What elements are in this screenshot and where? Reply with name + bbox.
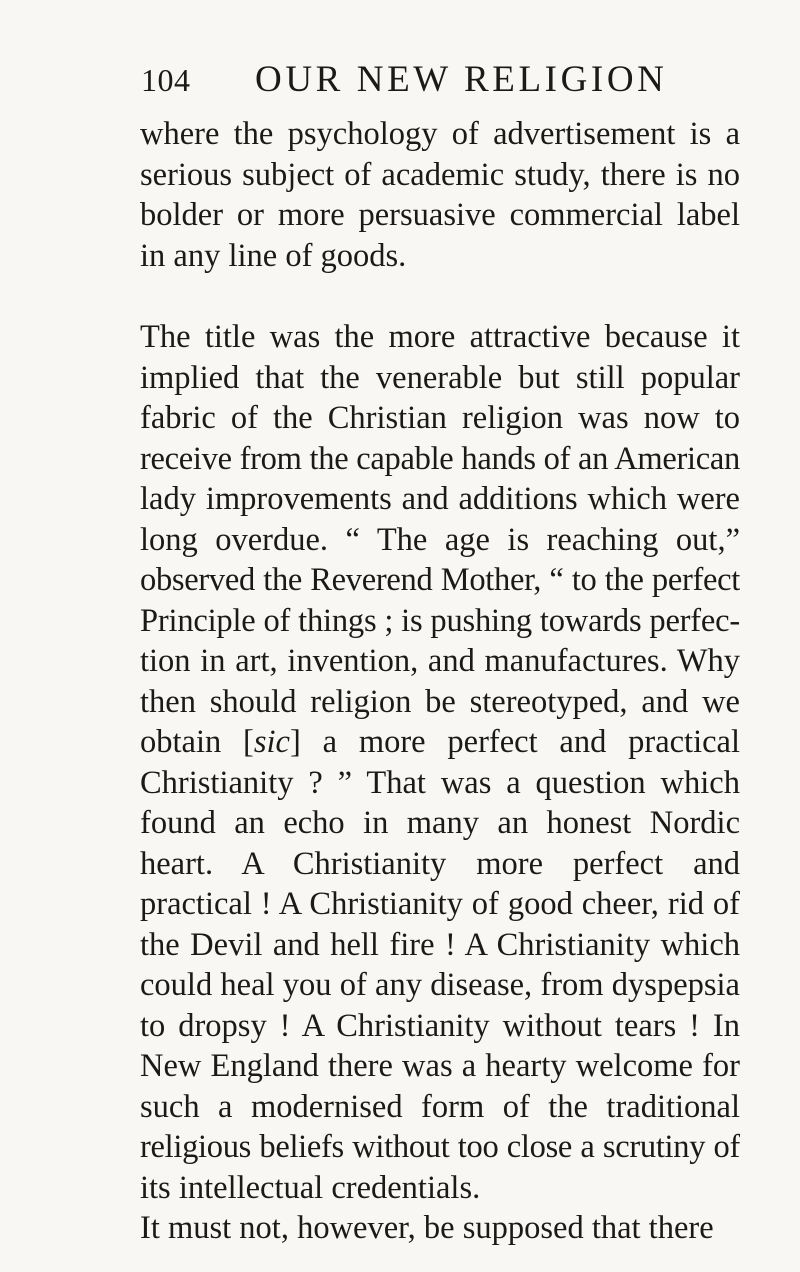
paragraph-gap (140, 276, 740, 317)
text-line: It must not, however, be supposed that there (140, 1210, 714, 1246)
text-line: heart. A Christianity more perfect and (140, 845, 740, 882)
body-text (140, 114, 740, 1249)
text-line: the Devil and hell fire ! A Christianity which (140, 926, 740, 963)
text-line: where the psychology of advertisement is a (140, 116, 740, 152)
text-line: bolder or more persuasive commercial label (140, 197, 740, 233)
italic-sic: sic (253, 724, 290, 760)
text-line: fabric of the Christian religion was now to (140, 400, 740, 436)
page-number: 104 (141, 62, 191, 98)
text-line: in any line of goods. (140, 237, 407, 274)
running-head (0, 58, 800, 108)
text-segment: obtain [ (140, 724, 254, 760)
text-line: The title was the more attractive because it (140, 319, 740, 355)
text-line: Christianity ? ” That was a question which (140, 764, 740, 801)
text-line-with-italic (140, 722, 740, 763)
text-line: Principle of things ; is pushing towards perfec- (140, 602, 740, 639)
text-line: found an echo in many an honest Nordic (140, 805, 740, 841)
text-line: its intellectual credentials. (140, 1169, 481, 1206)
text-line: then should religion be stereotyped, and we (140, 683, 740, 720)
text-line: religious beliefs without too close a scrutiny of (140, 1129, 740, 1165)
paragraph (140, 1208, 740, 1249)
paragraph (140, 317, 740, 1208)
text-line: implied that the venerable but still popular (140, 359, 740, 396)
text-line: practical ! A Christianity of good cheer, rid of (140, 886, 740, 922)
text-line: to dropsy ! A Christianity without tears ! In (140, 1007, 740, 1044)
text-line: observed the Reverend Mother, “ to the perfect (140, 562, 740, 598)
running-title: OUR NEW RELIGION (255, 59, 668, 100)
text-line: receive from the capable hands of an American (140, 440, 740, 477)
text-line: could heal you of any disease, from dyspepsia (140, 967, 740, 1003)
text-line: lady improvements and additions which were (140, 481, 740, 517)
text-line: serious subject of academic study, there is no (140, 156, 740, 193)
text-segment: ] a more perfect and practical (289, 724, 740, 760)
text-line: tion in art, invention, and manufactures. Why (140, 643, 740, 679)
text-line: New England there was a hearty welcome for (140, 1048, 740, 1084)
paragraph (140, 114, 740, 276)
text-line: long overdue. “ The age is reaching out,” (140, 521, 740, 558)
text-line: such a modernised form of the traditional (140, 1088, 740, 1125)
